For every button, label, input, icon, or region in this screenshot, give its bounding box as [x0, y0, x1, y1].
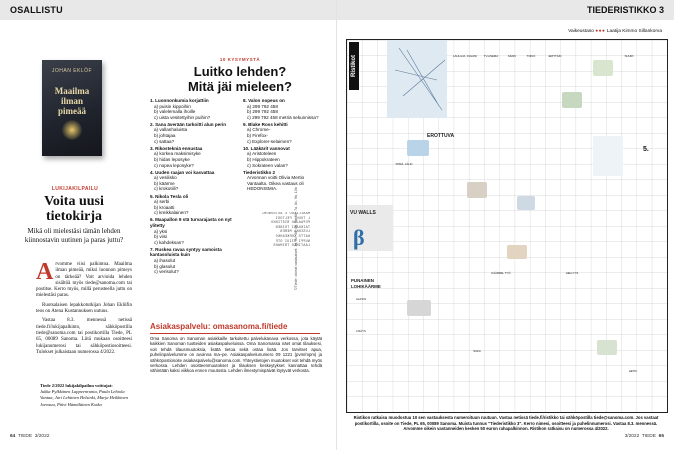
quiz-question: 3. Rikostekniä ennustaa: [150, 145, 203, 151]
quiz-column-1: [150, 98, 238, 276]
article-paragraph-2: Ruotsalaisen lepakkotutkijan Johan Eklöfin teos on Atena Kustannuksen uutuus.: [36, 302, 132, 315]
quiz-spacer: [243, 192, 325, 194]
clue-vu-walls: VU WALLS: [350, 210, 376, 216]
quiz-answer-option: c) nopea leposyke?: [154, 162, 194, 168]
service-heading: Asiakaspalvelu: omasanoma.fi/tiede: [150, 322, 288, 331]
clue-kaarme-tyo: KÄÄRME- TYÖ: [491, 271, 511, 275]
book-cover-image: [42, 60, 102, 156]
quiz-title-line1: Luitko lehden?: [193, 64, 287, 79]
right-footer: [625, 434, 664, 439]
crossword-grid: [346, 39, 668, 413]
service-rule: [150, 333, 320, 334]
drop-cap: A: [36, 259, 54, 285]
service-body: Oma Sanoma on Sanoman asiakkaille tarkoitettu palvelukanava verkossa, jota käytät kaikkien Sanoman tuotteiden asiakaspalveluissa. Oma Sanomassa näet omat tilauksesi, voit tehdä tilausmuutoksia, lisätä tietoa sekä ostaa lisää. Jos tarvitset apua, puhelinpalvelumme on avoinna ma–pe. Asiakaspalvelunumero 09 1221 (pvm/mpm) ja sähköpostiosoite asiakaspalvelu@sanoma.com. Yhteystietojen muutokset voit tehdä myös verkossa. Lehden osoitteenmuutokset ja tilauksen keskeytykset kannattaa tehdä vähintään kaksi viikkoa ennen muutosta. Lehden ilmestymispäivät löytyvät verkosta.: [150, 336, 322, 374]
clue-top-1: LAULAJA, JUHANI: [453, 54, 477, 58]
left-footer-mag: TIEDE: [17, 434, 33, 439]
quiz-answer-option: b) viisi: [154, 234, 168, 240]
quiz-answer-option: b) glasolut: [154, 263, 176, 269]
mirrored-solution-grid: MAALLIKKO E ASTRONOMI L TOUHI PELTOSI PEPAAJUU RISTIKKO TAIKKARI TOINEN LUSIKKA MEREN KATTO KORKEAHKO NUPPI RIIUI OTE LAATIKKO TRIMAKS: [261, 212, 310, 249]
quiz-answer-option: c) verisolut?: [154, 269, 179, 275]
quiz-answer-option: a) ihasolut: [154, 258, 176, 264]
quiz-answer-option: c) kahdeksan?: [154, 239, 184, 245]
article-kicker: LUKIJAKILPAILU: [51, 186, 99, 192]
quiz-answer-option: b) valelemalla ihoille: [154, 109, 196, 115]
clue-picture-tool: [467, 182, 487, 198]
clue-picture-portrait: [407, 300, 431, 316]
quiz-answer-option: c) Sokrateen valan?: [247, 162, 288, 168]
quiz-answer-option: c) 299 792 458 metriä sekunnissa?: [247, 114, 319, 120]
quiz-answer-option: a) serbi: [154, 199, 170, 205]
quiz-title: [150, 64, 330, 94]
clue-alasin: ALASIN: [356, 297, 366, 301]
quiz-answer-option: b) kroaatti: [154, 204, 175, 210]
article-paragraph-1: rvomme viisi palkintoa. Maailma ilman pimeää, miksi luonnon pimeys on tärkeää? Voit arvioida lehden sisältöä myös tiede@sanoma.com tai postitse. Kerro myös, millä perusteella juttu on mielestäsi paras.: [36, 262, 132, 299]
section-title: OSALLISTU: [10, 5, 63, 15]
quiz-answer-option: Arvonnan voitti Olivia Mertio Vantaalta. Oikea vastaus oli HEDONISMIA.: [247, 175, 305, 192]
winners-credit: [40, 383, 132, 408]
quiz-question: 4. Uuden raajan voi kasvattaa: [150, 169, 215, 175]
quiz-answer-option: a) 299 792 458: [247, 103, 278, 109]
quiz-column-2: [243, 98, 325, 194]
quiz-question: 5. Nikola Tesla oli: [150, 193, 189, 199]
clue-number-5: 5.: [643, 146, 649, 153]
clue-top-6: SUURI: [624, 54, 634, 58]
winners-names: Jukka Pylkkänen Lappeenranta, Paula Lehtola Vantaa, Jari Lehtinen Helsinki, Marja Heikkinen Joensuu, Päivi Hämäläinen Kotka: [40, 389, 128, 407]
clue-picture-car: [517, 196, 535, 210]
clue-piima-jalki: PIIMÄ- JÄLKI: [395, 162, 413, 166]
winners-title: Tiede 2/2022 lukijakilpailun voittajat:: [40, 383, 113, 388]
quiz-question: Tiederistikko 2: [243, 169, 276, 175]
crossword-grid-lines: [347, 40, 667, 412]
quiz-spacer: [150, 275, 238, 277]
quiz-answer-option: c) kreikkalainen?: [154, 210, 189, 216]
quiz-answer-option: a) Chrome-: [247, 127, 271, 133]
article-title: [18, 194, 130, 224]
quiz-answer-option: b) Firefox-: [247, 133, 268, 139]
article-body: [36, 259, 132, 356]
clue-picture-fish: [562, 92, 582, 108]
quiz-question: 1. Luonnonkumia korjattiin: [150, 98, 209, 103]
quiz-answer-option: b) käärme: [154, 180, 175, 186]
clue-sofa: SOFA: [473, 349, 481, 353]
quiz-question: 2. Sana äverään tarkoitti alun perin: [150, 121, 227, 127]
left-page-number: 64: [10, 434, 16, 439]
left-footer: [10, 434, 49, 439]
book-author: JOHAN EKLÖF: [51, 68, 93, 74]
ristikot-logo: Ristikot: [349, 42, 359, 90]
quiz-answer-option: b) hidas leposyke: [154, 156, 190, 162]
article-deck: Mikä oli mielestäsi tämän lehden kiinnostavin uutinen ja paras juttu?: [24, 227, 124, 244]
clue-picture-bird: [407, 140, 429, 156]
clue-lisays: LISÄYS: [356, 329, 366, 333]
article-title-line2: tietokirja: [46, 209, 102, 224]
right-footer-issue: 3/2022: [624, 434, 640, 439]
quiz-question: 8. Valon nopeus on: [243, 98, 285, 103]
difficulty-label: Vaikeustaso: [568, 29, 594, 34]
quiz-kicker: 10 KYSYMYSTÄ: [219, 57, 261, 62]
quiz-answer-option: a) vesilisko: [154, 175, 177, 181]
quiz-answer-option: a) korkea maksimisyke: [154, 151, 201, 157]
quiz-question: 6. Maapallon 9 stä turvarajasta on nyt ylitetty: [150, 217, 232, 228]
clue-picture-plant: [597, 340, 617, 355]
clue-picture-animal: [593, 60, 613, 76]
clue-picture-food: [507, 245, 527, 259]
clue-top-3: SÄKKI: [507, 54, 517, 58]
crossword-subtitle: [568, 29, 662, 34]
clue-hetki: HETKI: [628, 369, 638, 373]
clue-hellyys: HELLYYS: [565, 271, 579, 275]
quiz-answer-option: b) johtajaa: [154, 133, 176, 139]
quiz-answer-option: c) krokotiili?: [154, 186, 179, 192]
clue-top-5: ERITTÄIN: [548, 54, 562, 58]
quiz-question: 9. Blake Ross kehitti: [243, 121, 288, 127]
answers-vertical-note: ©Tiede: oikeat vastaukset: 1a, 2c, 3b, 4a, 5a, 6b, 7a, 8c, 9b, 10b: [294, 187, 298, 290]
crossword-instructions: Ristikon ratkaisu muodostuu 10 sen vastauksesta numeroituun ruutuun. Vastaa netissä tiede.fi/ristikko tai sähköpostilla tiede@sanoma.com. Jos vastaat postikortilla, osoite on Tiede, PL 65, 00089 Sanoma. Muista tunnus "Tiederistikko 3". Kerro nimesi, osoitteesi ja puhelinnumerosi. Vastaa 8.3. mennessä. Arvomme oikein vastanneiden kesken 50 euron rahapalkinnon. Ristikon ratkaisu on numerossa 4/2022.: [353, 415, 659, 432]
quiz-answer-option: a) vallanhaluista: [154, 127, 188, 133]
clue-erottuva: EROTTUVA: [427, 133, 455, 139]
book-title: Maailma ilman pimeää: [54, 86, 90, 116]
quiz-answer-option: a) puisin kippoihin: [154, 103, 191, 109]
article-title-line1: Voita uusi: [44, 194, 104, 209]
quiz-answer-option: c) uista vesitettyihin puihin?: [154, 114, 211, 120]
right-page: [337, 0, 674, 450]
quiz-answer-option: b) 299 792 458: [247, 109, 278, 115]
quiz-answer-option: a) Aristoteleen: [247, 151, 277, 157]
crossword-author: Laatija Kimmo Sillankorva: [606, 29, 662, 34]
right-page-number: 65: [658, 434, 664, 439]
quiz-answer-option: b) Hippokrateen: [247, 156, 280, 162]
clue-top-4: TOKIO: [526, 54, 536, 58]
clue-punainen-lohikaarme: PUNAINEN LOHIKÄÄRME: [351, 278, 381, 289]
quiz-question: 7. Ruskea ravaa syntyy samoista kantasoluista kuin: [150, 246, 222, 258]
quiz-answer-option: c) Explorer-selaimen?: [247, 138, 292, 144]
quiz-title-line2: Mitä jäi mieleen?: [187, 79, 293, 94]
right-footer-mag: TIEDE: [641, 434, 656, 439]
left-footer-issue: 3/2022: [34, 434, 50, 439]
quiz-answer-option: a) yksi: [154, 228, 168, 234]
clue-top-2: TV-ASEMA: [483, 54, 499, 58]
quiz-question: 10. Lääkärit vannovat: [243, 145, 290, 151]
article-paragraph-3: Vastaa 8.3. mennessä netissä tiede.fi/lukijapalkinto, sähköpostilla tiede@sanoma.com tai postikortilla Tiede, PL 65, 00089 Sanoma. Liitä mukaan osoitteesi lukijanumerosi tai sähköpostiosoitteesi. Tulokset julkaistaan numerossa 4/2022.: [36, 318, 132, 355]
quiz-answer-option: c) sattaa?: [154, 138, 175, 144]
beta-symbol: β: [353, 225, 365, 250]
moon-glow-icon: [62, 120, 82, 140]
difficulty-dots: ●●●: [595, 29, 606, 34]
crossword-title: TIEDERISTIKKO 3: [586, 5, 664, 15]
